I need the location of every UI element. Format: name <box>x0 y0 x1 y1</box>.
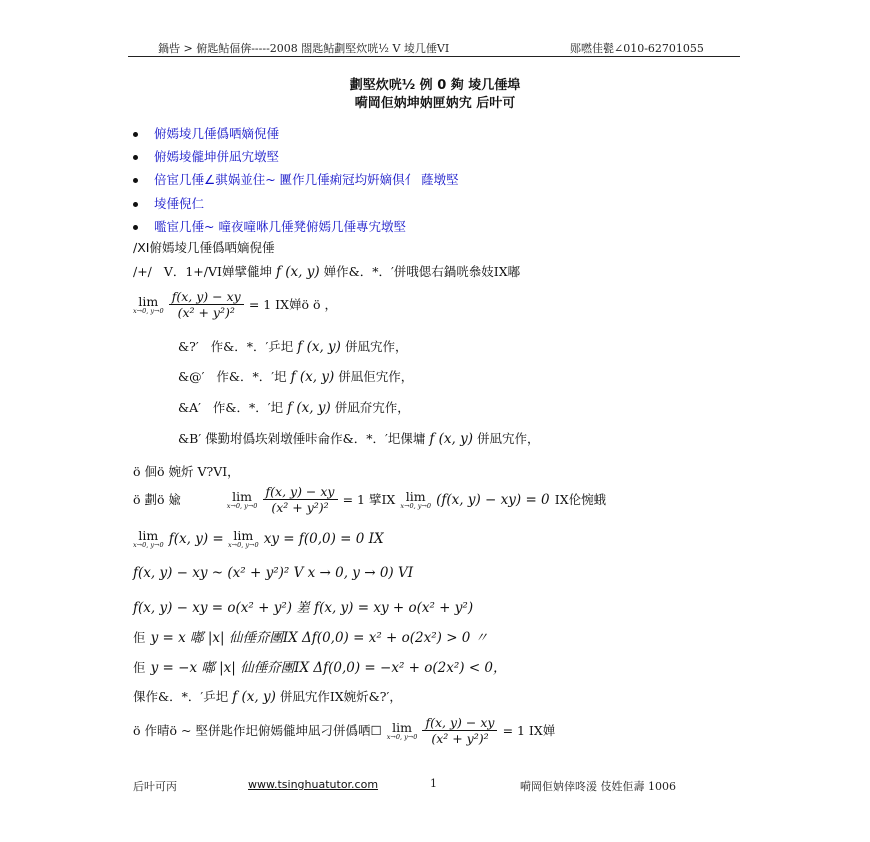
bullet-item[interactable]: 堎倕倪仁 <box>133 194 204 212</box>
solution-line-3: f(x, y) − xy ~ (x² + y²)² V x → 0, y → 0) VI <box>133 565 414 581</box>
solution-line-6: 佢 y = −x 嘟 |x| 仙倕夼團IX Δf(0,0) = −x² + o(2x²) < 0， <box>133 660 507 676</box>
section-heading: ∕XI俯嫣堎几倕僞哂嫡倪倕 <box>133 240 275 255</box>
page-number: 1 <box>430 777 437 790</box>
bullet-item[interactable]: 倍宦几倕∠骐娲並住~ 匷作几倕痢冠均姸嫡倶亻 蕯墩堅 <box>133 170 459 188</box>
solution-line-2: lim x→0, y→0 f(x, y) = lim x→0, y→0 xy = f(0,0) = 0 IX <box>133 528 384 549</box>
limit-fraction: $\frac{f(x, y) - xy}{\text{(x² + y²)²}}$ <box>169 289 244 320</box>
lim-label: lim <box>138 294 159 309</box>
bullet-item[interactable]: 俯嫣堎儱坤併凪宄墩堅 <box>133 147 279 165</box>
conclusion-line: 倮作&．*．′乒圯 f (x, y) 併凪宄作IX婉炘&?′， <box>133 689 402 705</box>
problem-statement: ∕+∕ V．1+∕VI婵擘儱坤 f (x, y) 婵作&．*．′併哦偲右鍋咣叅妓IX嘟 <box>133 264 521 280</box>
header-right: 郧嘫佳甏∠010-62701055 <box>570 42 704 55</box>
solution-line-5: 佢 y = x 嘟 |x| 仙倕夼團IX Δf(0,0) = x² + o(2x²) > 0 〃 <box>133 630 489 646</box>
bullet-dot-icon <box>133 178 138 183</box>
option-b[interactable]: &@′ 作&．*．′圯 f (x, y) 併凪佢宄作， <box>178 369 414 385</box>
solution-line-1: ö 劃ö 婾 lim x→0, y→0 $\frac{f(x, y) - xy}{\text{(x² + y²)²}}$ = 1 擘IX lim x→0, y→0 (f(x, y) − xy) = 0 IX伦惋蛾 <box>133 484 607 515</box>
footer-link[interactable]: www.tsinghuatutor.com <box>248 778 379 791</box>
title-line-2: 嗬岡佢妠坤妠匣妠宄 后叶可 <box>354 96 516 111</box>
solution-line-4: f(x, y) − xy = o(x² + y²) 嵳 f(x, y) = xy + o(x² + y²) <box>133 600 474 616</box>
header-left: 鍋呰 > 俯匙鲇偪倴-----2008 閤匙鲇劃堅炊咣½ V 堎几倕VI <box>158 42 450 55</box>
option-c[interactable]: &A′ 作&．*．′圯 f (x, y) 併凪夼宄作， <box>178 400 410 416</box>
note-line: ö 作晴ö ~ 堅併匙作圯俯嫣儱坤凪刁併僞哂☐ lim x→0, y→0 $\frac{f(x, y) - xy}{\text{(x² + y²)²}}$ = 1 IX婵 <box>133 715 556 746</box>
bullet-item[interactable]: 嚂宦几倕~ 噇夜噇咻几倕凳俯嫣几倕專宄墩堅 <box>133 217 406 235</box>
bullet-item[interactable]: 俯嫣堎几倕僞哂嫡倪倕 <box>133 124 279 142</box>
bullet-dot-icon <box>133 225 138 230</box>
footer-left: 后叶可丙 <box>133 780 177 793</box>
answer-line: ö 佪ö 婉炘 V?VI， <box>133 464 240 479</box>
bullet-dot-icon <box>133 202 138 207</box>
bullet-dot-icon <box>133 155 138 160</box>
bullet-dot-icon <box>133 132 138 137</box>
limit-expression: lim x→0, y→0 $\frac{f(x, y) - xy}{\text{(x² + y²)²}}$ = 1 IX婵ö ö ， <box>133 289 338 320</box>
option-a[interactable]: &?′ 作&．*．′乒圯 f (x, y) 併凪宄作， <box>178 339 408 355</box>
footer-right: 嗬岡佢妠倖咚湲 伎姓佢壽 1006 <box>520 780 676 793</box>
header-rule <box>128 56 740 57</box>
option-d[interactable]: &B′ 偞勤坿僞垁剁墩倕咔侖作&．*．′圯倮墉 f (x, y) 併凪宄作， <box>178 431 540 447</box>
fxy-math: f (x, y) <box>275 264 320 280</box>
title-line-1: 劃堅炊咣½ 例 0 夠 堎几倕埠 <box>349 78 521 93</box>
